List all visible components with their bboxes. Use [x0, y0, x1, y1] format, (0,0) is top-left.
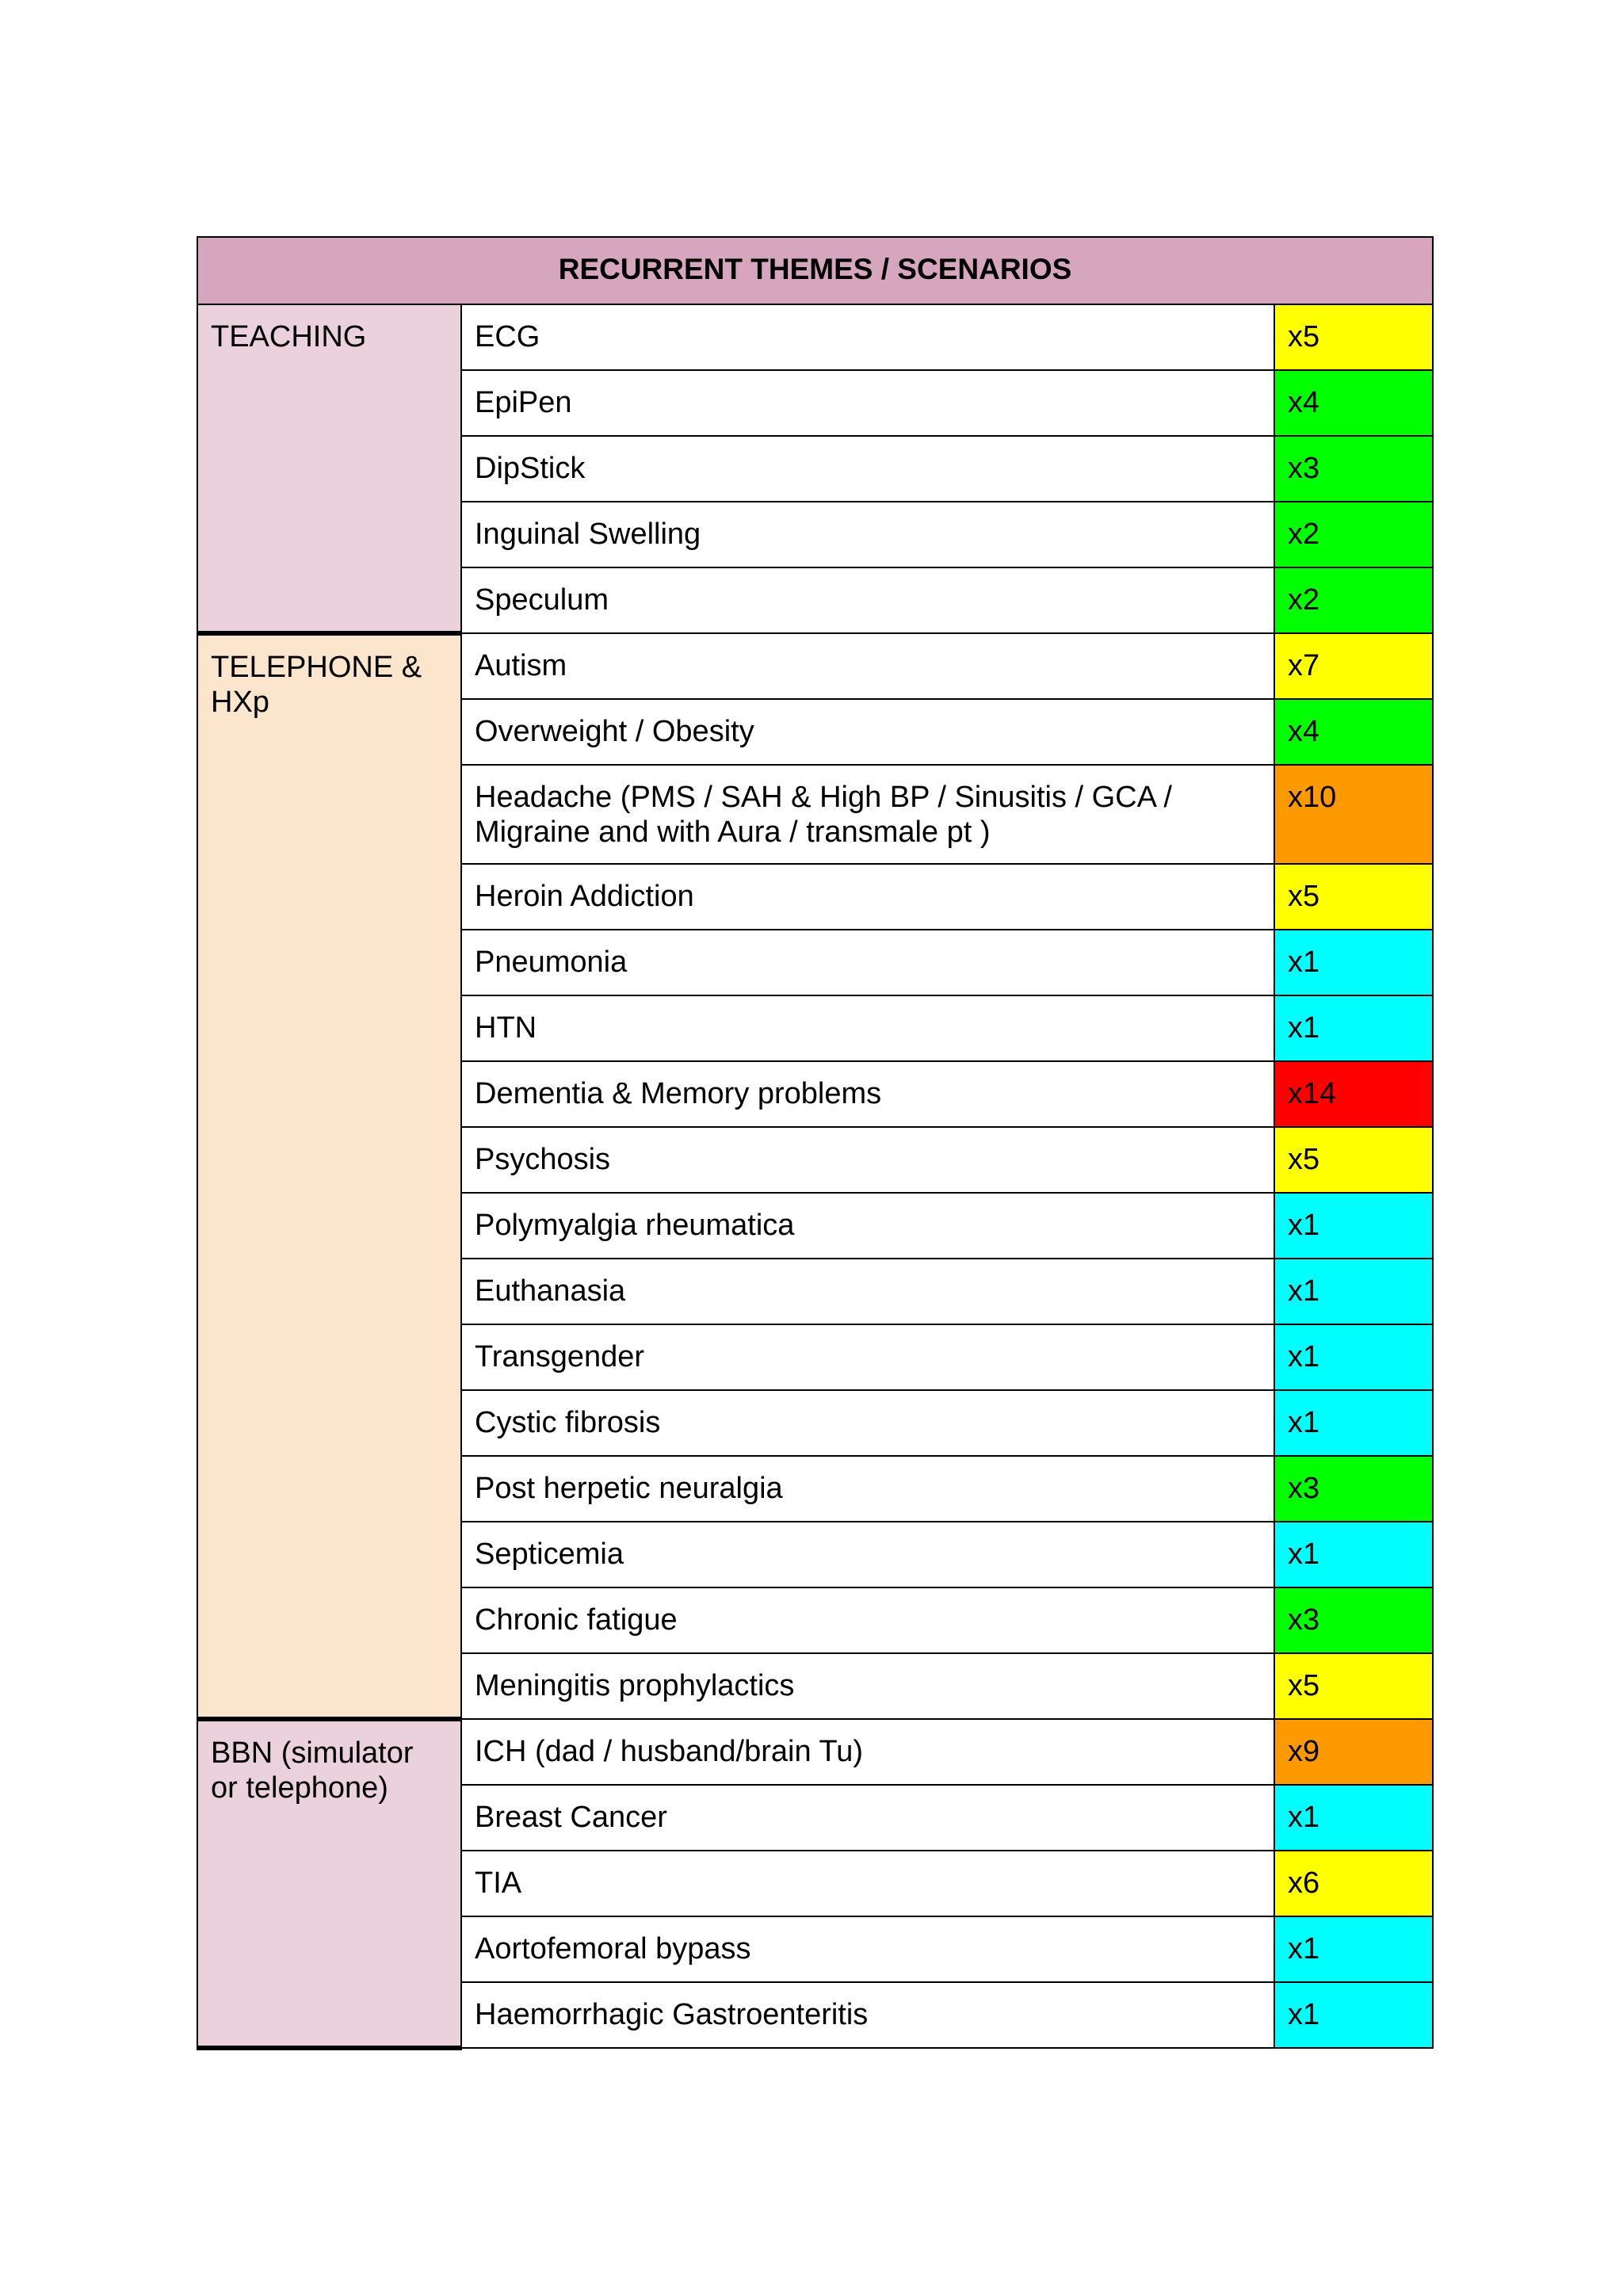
- scenario-cell: Post herpetic neuralgia: [461, 1456, 1274, 1522]
- scenario-cell: Speculum: [461, 567, 1274, 633]
- count-cell: x1: [1274, 1324, 1433, 1390]
- count-cell: x10: [1274, 765, 1433, 864]
- count-cell: x9: [1274, 1719, 1433, 1785]
- category-cell: TEACHING: [197, 304, 461, 633]
- count-cell: x1: [1274, 1522, 1433, 1587]
- scenario-cell: Chronic fatigue: [461, 1587, 1274, 1653]
- table-row: [197, 1719, 1433, 1785]
- count-cell: x4: [1274, 699, 1433, 765]
- count-cell: x4: [1274, 370, 1433, 436]
- count-cell: x3: [1274, 1587, 1433, 1653]
- count-cell: x1: [1274, 1785, 1433, 1851]
- count-cell: x5: [1274, 1127, 1433, 1193]
- table-row: [197, 633, 1433, 699]
- count-cell: x6: [1274, 1851, 1433, 1916]
- count-cell: x3: [1274, 1456, 1433, 1522]
- scenario-cell: Haemorrhagic Gastroenteritis: [461, 1982, 1274, 2048]
- count-cell: x1: [1274, 1390, 1433, 1456]
- scenario-cell: Polymyalgia rheumatica: [461, 1193, 1274, 1259]
- scenario-cell: Breast Cancer: [461, 1785, 1274, 1851]
- count-cell: x1: [1274, 930, 1433, 995]
- count-cell: x1: [1274, 1259, 1433, 1324]
- count-cell: x5: [1274, 304, 1433, 370]
- table-title: RECURRENT THEMES / SCENARIOS: [197, 237, 1433, 304]
- scenario-cell: Aortofemoral bypass: [461, 1916, 1274, 1982]
- scenario-cell: Headache (PMS / SAH & High BP / Sinusitis / GCA / Migraine and with Aura / transmale pt ): [461, 765, 1274, 864]
- count-cell: x7: [1274, 633, 1433, 699]
- count-cell: x1: [1274, 1193, 1433, 1259]
- scenario-cell: Septicemia: [461, 1522, 1274, 1587]
- scenario-cell: DipStick: [461, 436, 1274, 502]
- category-cell: BBN (simulator or telephone): [197, 1719, 461, 2048]
- scenario-cell: ECG: [461, 304, 1274, 370]
- scenario-cell: Pneumonia: [461, 930, 1274, 995]
- scenario-cell: Cystic fibrosis: [461, 1390, 1274, 1456]
- table-row: [197, 304, 1433, 370]
- scenario-cell: Psychosis: [461, 1127, 1274, 1193]
- count-cell: x5: [1274, 864, 1433, 930]
- count-cell: x3: [1274, 436, 1433, 502]
- scenario-cell: Inguinal Swelling: [461, 502, 1274, 567]
- count-cell: x5: [1274, 1653, 1433, 1719]
- recurrent-themes-table: [197, 236, 1434, 2050]
- scenario-cell: ICH (dad / husband/brain Tu): [461, 1719, 1274, 1785]
- scenario-cell: EpiPen: [461, 370, 1274, 436]
- scenario-cell: HTN: [461, 995, 1274, 1061]
- scenario-cell: Meningitis prophylactics: [461, 1653, 1274, 1719]
- count-cell: x1: [1274, 1982, 1433, 2048]
- count-cell: x2: [1274, 502, 1433, 567]
- table-body: [197, 304, 1433, 2048]
- count-cell: x14: [1274, 1061, 1433, 1127]
- category-cell: TELEPHONE & HXp: [197, 633, 461, 1719]
- scenario-cell: Euthanasia: [461, 1259, 1274, 1324]
- count-cell: x1: [1274, 1916, 1433, 1982]
- scenario-cell: Overweight / Obesity: [461, 699, 1274, 765]
- scenario-cell: Transgender: [461, 1324, 1274, 1390]
- scenario-cell: TIA: [461, 1851, 1274, 1916]
- count-cell: x1: [1274, 995, 1433, 1061]
- scenario-cell: Autism: [461, 633, 1274, 699]
- scenario-cell: Heroin Addiction: [461, 864, 1274, 930]
- table-header-row: [197, 237, 1433, 304]
- scenario-cell: Dementia & Memory problems: [461, 1061, 1274, 1127]
- count-cell: x2: [1274, 567, 1433, 633]
